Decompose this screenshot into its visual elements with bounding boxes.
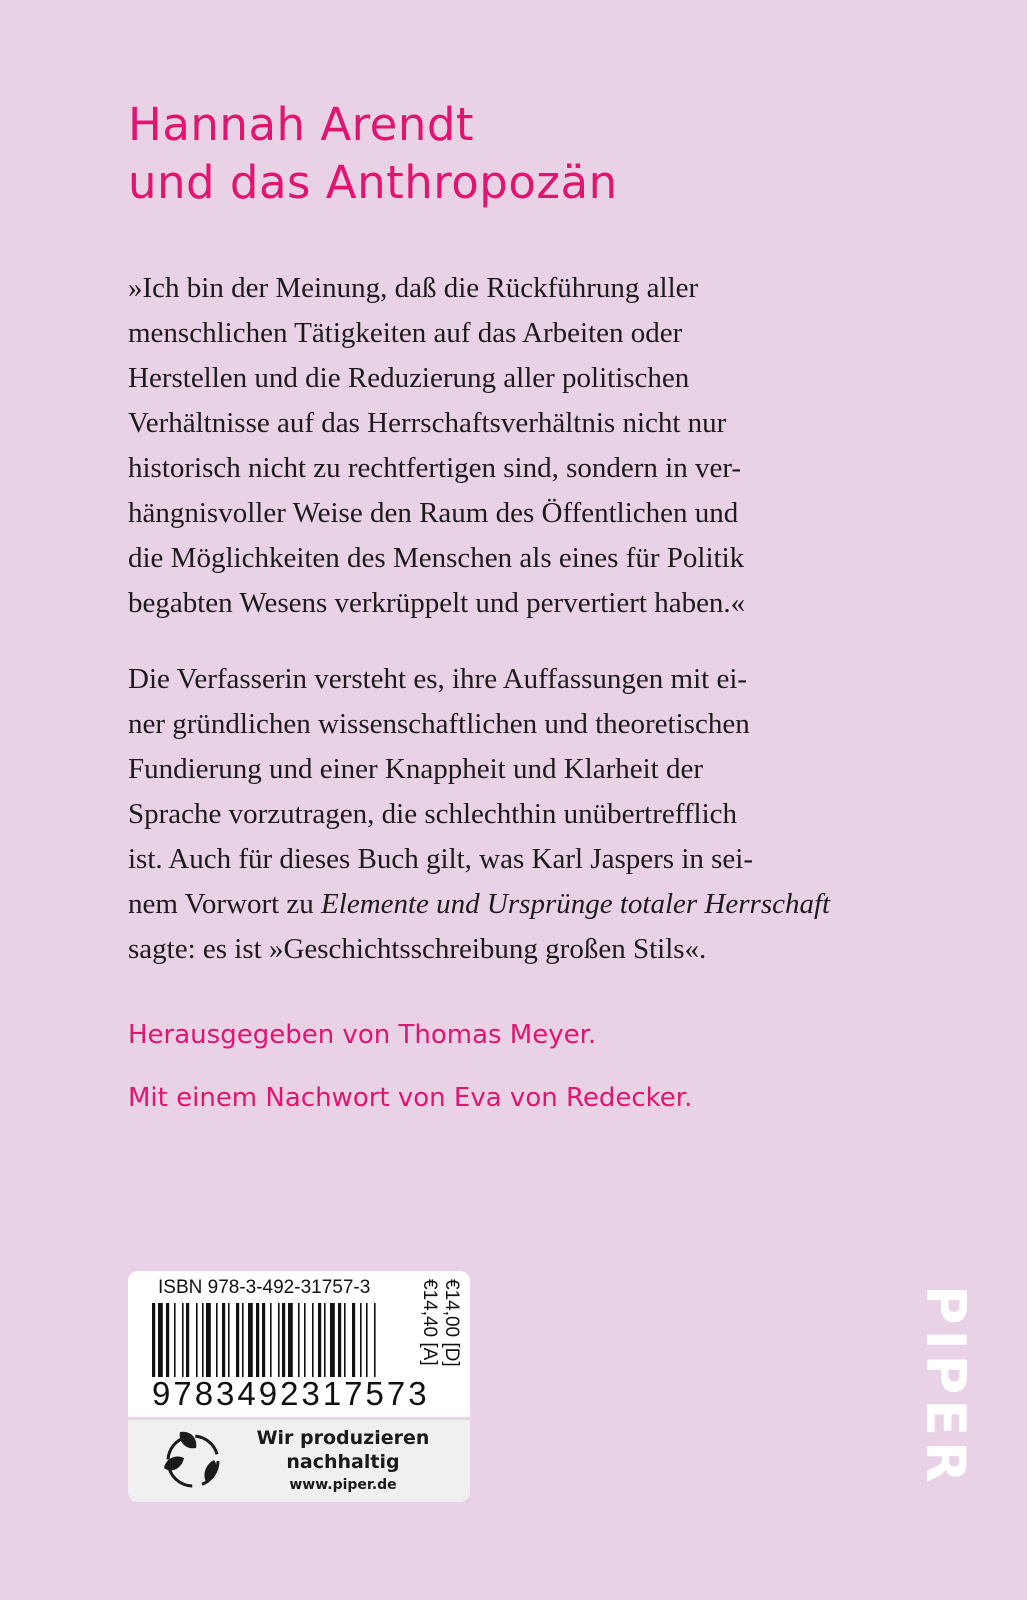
editor-credit: Herausgegeben von Thomas Meyer. [128, 1020, 597, 1050]
book-title [128, 96, 618, 212]
review-line [128, 882, 908, 927]
isbn-text: ISBN 978-3-492-31757-3 [158, 1277, 371, 1298]
book-title-line-2: und das Anthropozän [128, 156, 618, 209]
review-line: Die Verfasserin versteht es, ihre Auffassungen mit ei- [128, 663, 748, 695]
sustainability-line-1: Wir produzieren [256, 1427, 430, 1449]
quote-line: Verhältnisse auf das Herrschaftsverhältnis nicht nur [128, 407, 727, 439]
barcode-label [128, 1271, 470, 1417]
review-line: Fundierung und einer Knappheit und Klarheit der [128, 753, 704, 785]
quote-line: menschlichen Tätigkeiten auf das Arbeiten oder [128, 317, 683, 349]
review-line: sagte: es ist »Geschichtsschreibung großen Stils«. [128, 933, 707, 965]
quote-line: begabten Wesens verkrüppelt und pervertiert haben.« [128, 587, 746, 619]
review-line-prefix: nem Vorwort zu [128, 888, 322, 920]
book-reference-italic: Elemente und Ursprünge totaler Herrschaft [321, 888, 831, 920]
recycle-leaves-icon [156, 1426, 230, 1496]
price-block [419, 1279, 464, 1415]
review-paragraph [128, 657, 908, 972]
barcode-number: 9783492317573 [152, 1375, 430, 1412]
afterword-credit: Mit einem Nachwort von Eva von Redecker. [128, 1083, 693, 1113]
price-germany: €14,00 [D] [441, 1279, 462, 1367]
quote-paragraph [128, 266, 908, 626]
credits [128, 1017, 692, 1143]
sustainability-label [128, 1420, 470, 1502]
quote-line: Herstellen und die Reduzierung aller politischen [128, 362, 690, 394]
quote-line: die Möglichkeiten des Menschen als eines für Politik [128, 542, 745, 574]
quote-line: »Ich bin der Meinung, daß die Rückführung aller [128, 272, 699, 304]
sustainability-line-2: nachhaltig [286, 1451, 400, 1473]
quote-line: hängnisvoller Weise den Raum des Öffentlichen und [128, 497, 739, 529]
publisher-url[interactable]: www.piper.de [289, 1477, 397, 1493]
review-line: ner gründlichen wissenschaftlichen und theoretischen [128, 708, 750, 740]
publisher-logo [916, 1285, 976, 1505]
review-line: ist. Auch für dieses Buch gilt, was Karl Jaspers in sei- [128, 843, 754, 875]
publisher-logo-text: PIPER [914, 1285, 977, 1488]
price-austria: €14,40 [A] [419, 1279, 440, 1366]
book-title-line-1: Hannah Arendt [128, 98, 475, 151]
sustainability-text [248, 1426, 438, 1496]
review-line: Sprache vorzutragen, die schlechthin unübertrefflich [128, 798, 738, 830]
quote-line: historisch nicht zu rechtfertigen sind, sondern in ver- [128, 452, 742, 484]
